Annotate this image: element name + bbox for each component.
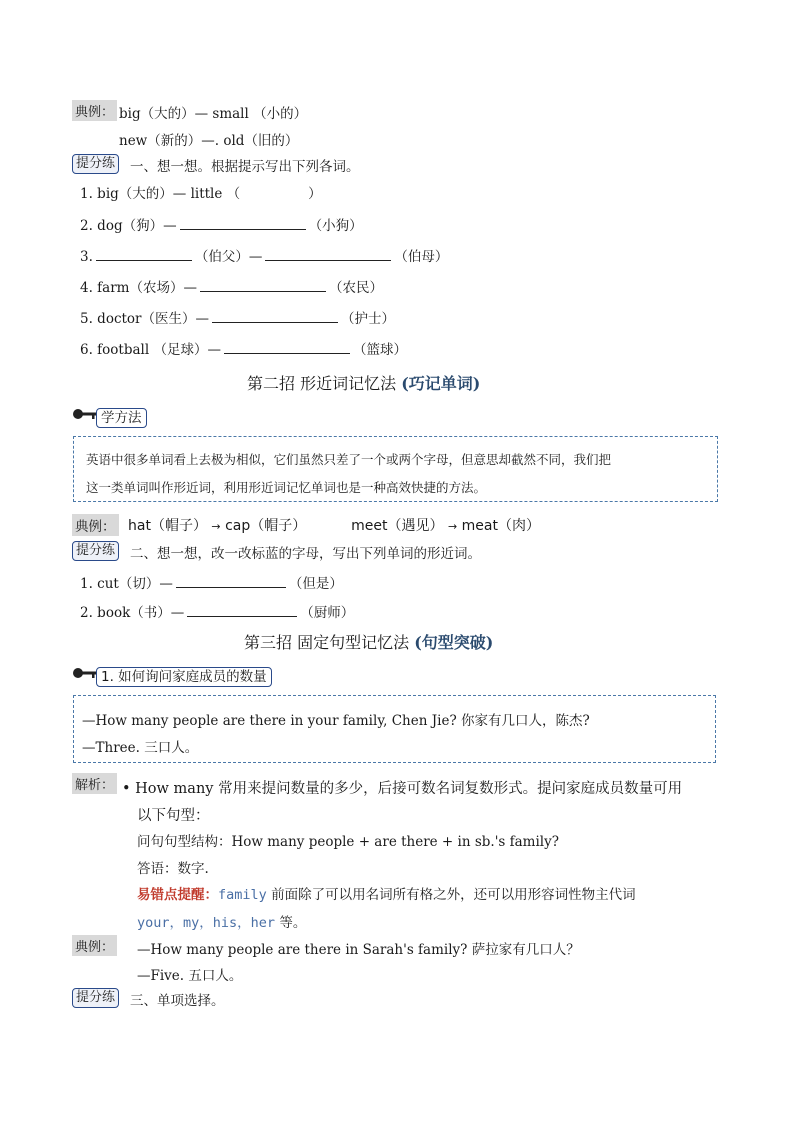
answer-blank[interactable] (265, 246, 391, 261)
answer-blank[interactable] (200, 277, 326, 292)
method-label: 学方法 (96, 408, 147, 428)
answer-blank[interactable] (180, 215, 306, 230)
example-label: 典例： (72, 100, 117, 121)
method-label: 1. 如何询问家庭成员的数量 (96, 667, 272, 687)
section-heading: 第三招 固定句型记忆法 (句型突破) (244, 633, 494, 652)
pattern-question: 问句句型结构：How many people + are there + in sb.'s family? (137, 834, 559, 850)
answer-blank[interactable] (96, 246, 192, 261)
answer-blank[interactable] (187, 602, 297, 617)
practice-label: 提分练 (72, 988, 119, 1008)
exercise-item: 1. cut（切）— （但是） (80, 572, 343, 592)
arrow-icon: → (447, 520, 458, 533)
method-text-1: 英语中很多单词看上去极为相似，它们虽然只差了一个或两个字母，但意思却截然不同，我们把 (86, 452, 612, 467)
tip-words: your，my，his，her (137, 915, 276, 931)
practice-title: 二、想一想，改一改标蓝的字母，写出下列单词的形近词。 (130, 546, 481, 562)
example-label: 典例： (72, 935, 117, 956)
exercise-item: 6. football （足球）— （篮球） (80, 338, 407, 358)
tip-line-2: your，my，his，her 等。 (137, 915, 307, 931)
method-text-2: 这一类单词叫作形近词，利用形近词记忆单词也是一种高效快捷的方法。 (86, 480, 487, 495)
exercise-item: 4. farm（农场）— （农民） (80, 276, 383, 296)
practice-title: 一、想一想。根据提示写出下列各词。 (130, 159, 360, 175)
tip-label: 易错点提醒： (137, 887, 218, 903)
dialog-line-1: —How many people are there in your family, Chen Jie? 你家有几口人，陈杰? (82, 713, 590, 729)
answer-blank[interactable] (212, 308, 338, 323)
pattern-answer: 答语：数字. (137, 861, 209, 877)
exercise-item: 1. big（大的）— little （ ） (80, 186, 322, 202)
answer-blank[interactable] (224, 339, 350, 354)
exercise-item: 2. dog（狗）— （小狗） (80, 214, 363, 234)
exercise-item: 5. doctor（医生）— （护士） (80, 307, 395, 327)
section-tag: (巧记单词) (401, 374, 481, 393)
analysis-line-1: • How many 常用来提问数量的多少，后接可数名词复数形式。提问家庭成员数量可用 (122, 781, 683, 797)
example-line-2: new（新的）—. old（旧的） (119, 133, 299, 149)
section-heading: 第二招 形近词记忆法 (巧记单词) (247, 374, 481, 393)
tip-line-1: 易错点提醒：family 前面除了可以用名词所有格之外，还可以用形容词性物主代词 (137, 887, 636, 903)
arrow-icon: → (211, 520, 221, 533)
example-label: 典例： (72, 514, 119, 536)
practice-title: 三、单项选择。 (130, 993, 225, 1009)
section-tag: (句型突破) (414, 633, 494, 652)
exercise-item: 2. book（书）— （厨师） (80, 601, 354, 621)
example-answer: —Five. 五口人。 (137, 968, 243, 984)
analysis-label: 解析： (72, 773, 117, 794)
practice-label: 提分练 (72, 154, 119, 174)
example-line-1: big（大的）— small （小的） (119, 106, 308, 122)
analysis-line-2: 以下句型： (137, 808, 210, 824)
practice-label: 提分练 (72, 541, 119, 561)
answer-blank[interactable] (176, 573, 286, 588)
exercise-item: 3. （伯父）— （伯母） (80, 245, 448, 265)
example-row: hat（帽子） → cap（帽子） meet（遇见） → meat（肉） (128, 518, 540, 534)
example-question: —How many people are there in Sarah's family? 萨拉家有几口人？ (137, 942, 580, 958)
tip-word: family (218, 887, 267, 903)
dialog-line-2: —Three. 三口人。 (82, 740, 199, 756)
